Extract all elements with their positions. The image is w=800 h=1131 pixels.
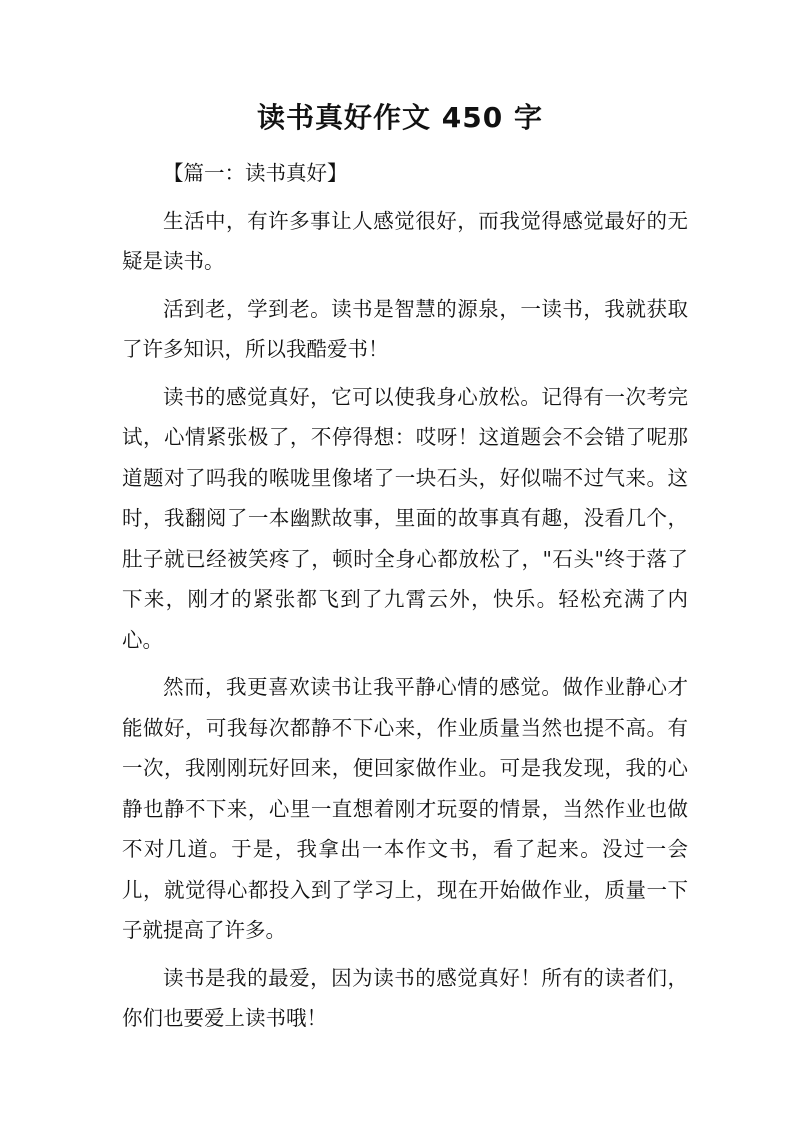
paragraph-1: 生活中，有许多事让人感觉很好，而我觉得感觉最好的无疑是读书。: [122, 208, 688, 273]
section-heading: 【篇一：读书真好】: [163, 161, 348, 185]
paragraph-2: 活到老，学到老。读书是智慧的源泉，一读书，我就获取了许多知识，所以我酷爱书！: [122, 296, 688, 361]
document-body: [122, 153, 688, 1039]
paragraph-4: 然而，我更喜欢读书让我平静心情的感觉。做作业静心才能做好，可我每次都静不下心来，作业质量当然也提不高。有一次，我刚刚玩好回来，便回家做作业。可是我发现，我的心静也静不下来，心里一直想着刚才玩耍的情景，当然作业也做不对几道。于是，我拿出一本作文书，看了起来。没过一会儿，就觉得心都投入到了学习上，现在开始做作业，质量一下子就提高了许多。: [122, 675, 688, 942]
paragraph-3: 读书的感觉真好，它可以使我身心放松。记得有一次考完试，心情紧张极了，不停得想：哎呀！这道题会不会错了呢那道题对了吗我的喉咙里像堵了一块石头，好似喘不过气来。这时，我翻阅了一本幽默故事，里面的故事真有趣，没看几个，肚子就已经被笑疼了，顿时全身心都放松了，"石头"终于落了下来，刚才的紧张都飞到了九霄云外，快乐。轻松充满了内心。: [122, 384, 688, 652]
document-title: 读书真好作文 450 字: [257, 101, 543, 134]
paragraph-5: 读书是我的最爱，因为读书的感觉真好！所有的读者们，你们也要爱上读书哦！: [122, 965, 688, 1030]
